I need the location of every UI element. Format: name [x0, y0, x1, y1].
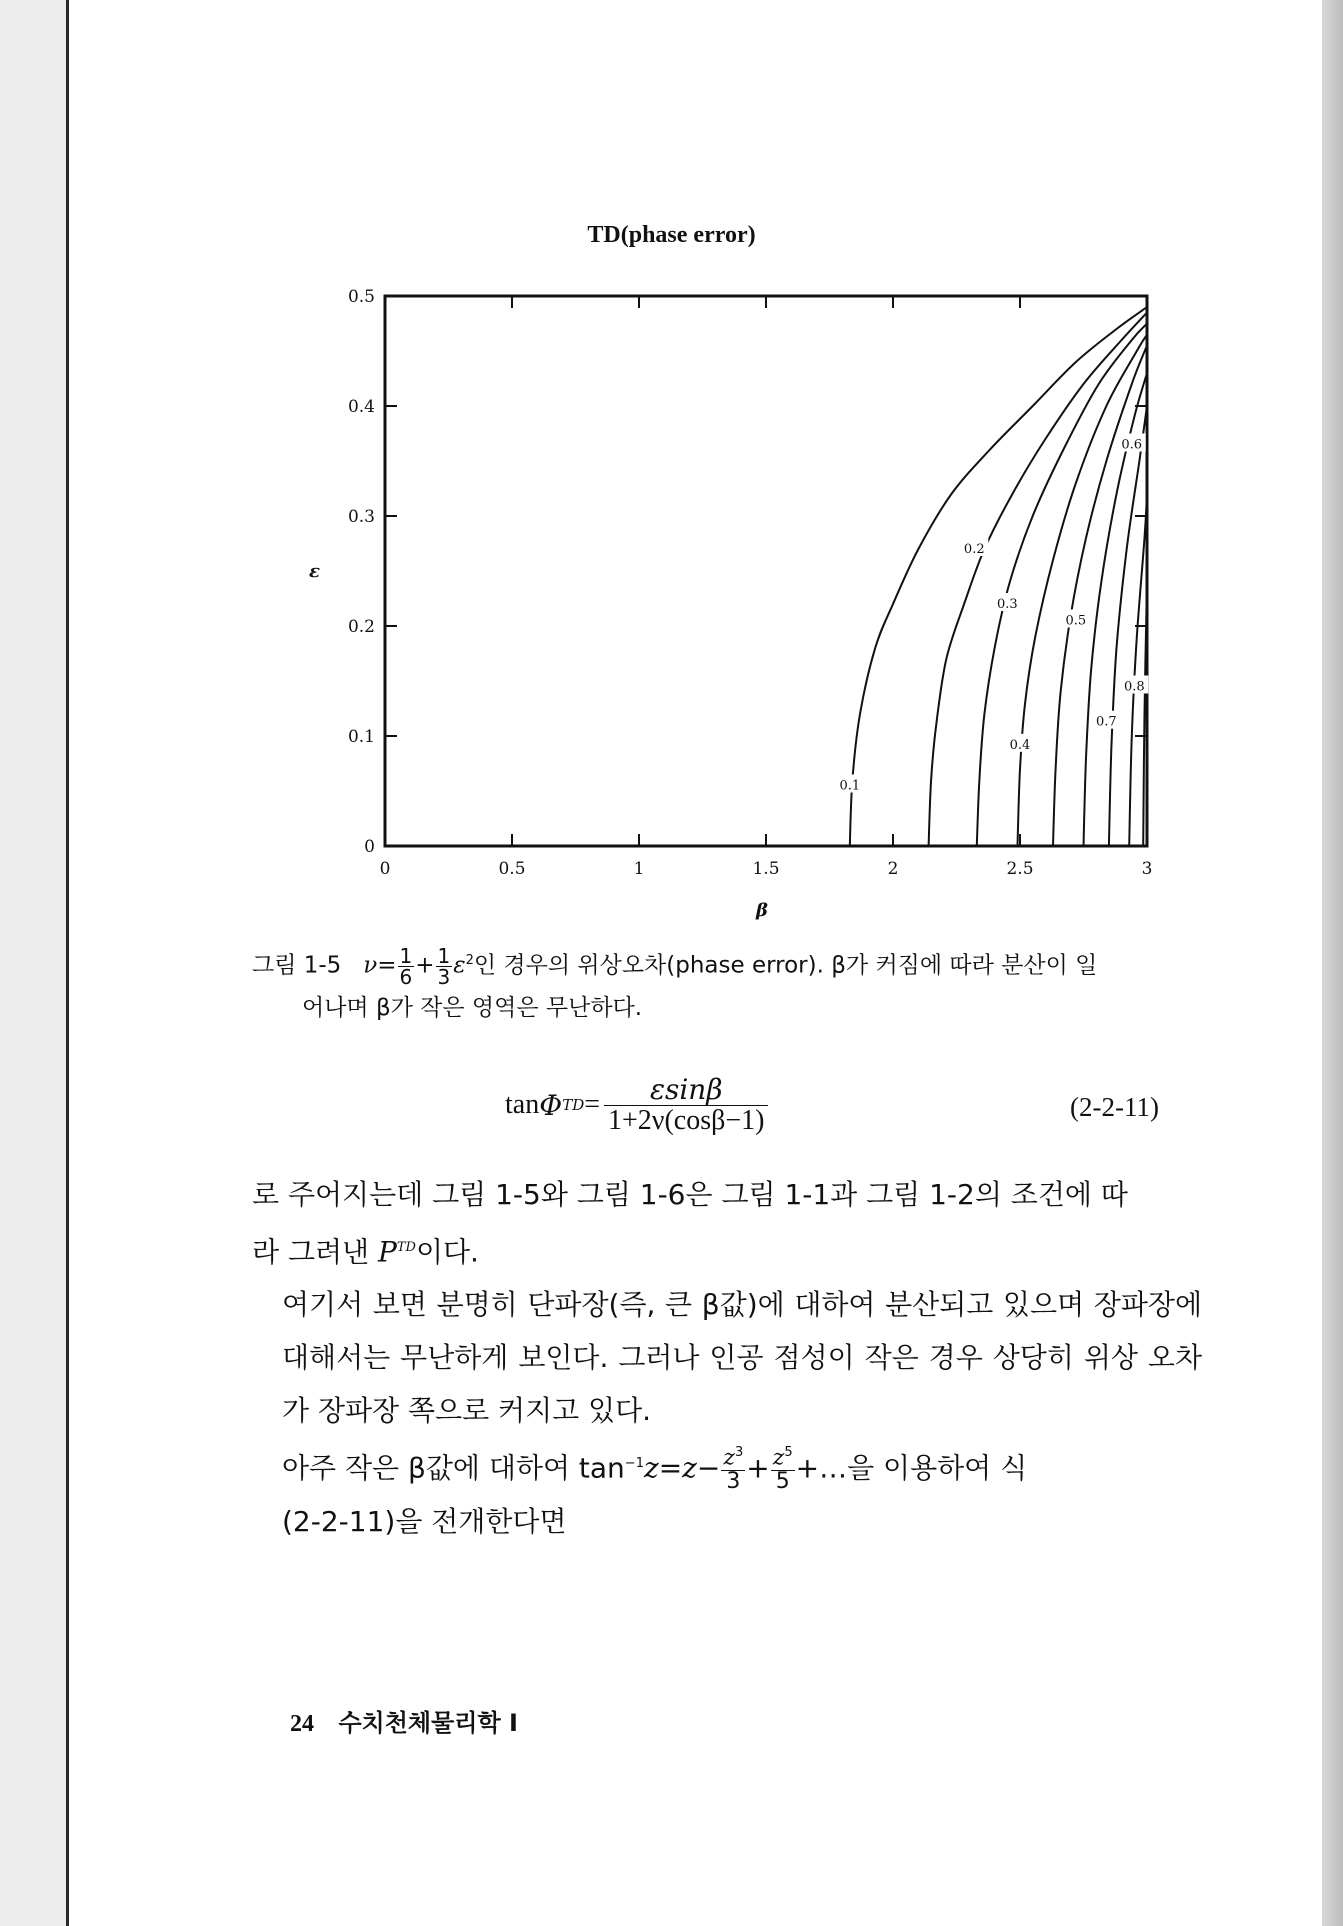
- plot-frame: [385, 296, 1147, 846]
- y-tick-label: 0.1: [347, 727, 375, 747]
- caption-text-2: 어나며 β가 작은 영역은 무난하다.: [302, 994, 643, 1021]
- paragraph-2: 여기서 보면 분명히 단파장(즉, 큰 β값)에 대하여 분산되고 있으며 장파장에 대해서는 무난하게 보인다. 그러나 인공 점성이 작은 경우 상당히 위상 오차가 장파장 쪽으로 커지고 있다.: [282, 1288, 1202, 1428]
- x-tick-label: 1.5: [752, 859, 780, 879]
- y-tick-label: 0: [364, 837, 375, 857]
- figure-number: 그림 1-5: [252, 952, 342, 979]
- y-tick-label: 0.3: [347, 507, 375, 527]
- caption-text-1: 인 경우의 위상오차(phase error). β가 커짐에 따라 분산이 일: [473, 952, 1098, 979]
- equation-number: (2-2-11): [1070, 1092, 1159, 1122]
- x-tick-label: 2: [887, 859, 899, 879]
- equation-denominator: 1+2ν(cosβ−1): [608, 1104, 765, 1136]
- equation-superscript: TD: [562, 1096, 585, 1114]
- page-number: 24: [290, 1711, 314, 1737]
- equation-equals: =: [584, 1089, 601, 1120]
- x-tick-label: 2.5: [1006, 859, 1034, 879]
- contour-label: 0.6: [1121, 437, 1143, 453]
- book-title: 수치천체물리학 I: [338, 1709, 518, 1737]
- x-tick-label: 0: [379, 859, 391, 879]
- contour-label: 0.4: [1009, 737, 1031, 753]
- equation-numerator: εsinβ: [604, 1075, 768, 1105]
- caption-fraction-2: $\frac{1}{3}$: [437, 943, 451, 989]
- caption-epsilon: ε: [453, 952, 466, 979]
- contour-label: 0.5: [1065, 613, 1087, 629]
- phase-error-chart: [0, 0, 1343, 940]
- equation-fraction: [604, 1075, 768, 1135]
- chart-title: TD(phase error): [587, 222, 756, 248]
- equation-phi: Φ: [539, 1088, 563, 1122]
- y-tick-label: 0.2: [347, 617, 375, 637]
- x-tick-label: 3: [1141, 859, 1153, 879]
- y-tick-label: 0.5: [347, 287, 375, 307]
- contour-label: 0.8: [1123, 679, 1145, 695]
- x-tick-label: 0.5: [498, 859, 526, 879]
- equation-2-2-11: [505, 1075, 768, 1135]
- contour-label: 0.2: [963, 542, 985, 557]
- caption-eq: =: [377, 952, 397, 979]
- contour-line-0.2: [929, 313, 1147, 847]
- y-tick-label: 0.4: [347, 397, 375, 417]
- paragraph-1: 로 주어지는데 그림 1-5와 그림 1-6은 그림 1-1과 그림 1-2의 조건에 따 라 그려낸 $P^{TD}$이다.: [252, 1178, 1128, 1269]
- equation-lhs: tan: [505, 1089, 540, 1120]
- contour-line-0.3: [977, 324, 1147, 847]
- paragraph-3: 아주 작은 β값에 대하여 $\tan^{-1}z=z-$ $\frac{z^3}{3}$ + $\frac{z^5}{5}$ +…을 이용하여 식 (2-2-11)을 전개한다면: [282, 1445, 1028, 1538]
- contour-label: 0.1: [839, 778, 861, 794]
- caption-plus: +: [415, 952, 435, 979]
- series-term-5: $\frac{z^5}{5}$: [772, 1445, 793, 1494]
- y-axis-label: ε: [309, 561, 320, 582]
- contour-label: 0.7: [1096, 714, 1117, 730]
- caption-fraction-1: $\frac{1}{6}$: [399, 943, 413, 989]
- caption-nu: ν: [363, 952, 378, 979]
- contour-label: 0.3: [996, 597, 1018, 612]
- series-term-3: $\frac{z^3}{3}$: [723, 1445, 744, 1494]
- body-text: [252, 1168, 1202, 1548]
- caption-exponent: 2: [465, 953, 474, 968]
- figure-caption: [252, 940, 1202, 1029]
- page-footer: [290, 1703, 518, 1738]
- x-tick-label: 1: [633, 859, 645, 879]
- x-axis-label: β: [756, 900, 768, 921]
